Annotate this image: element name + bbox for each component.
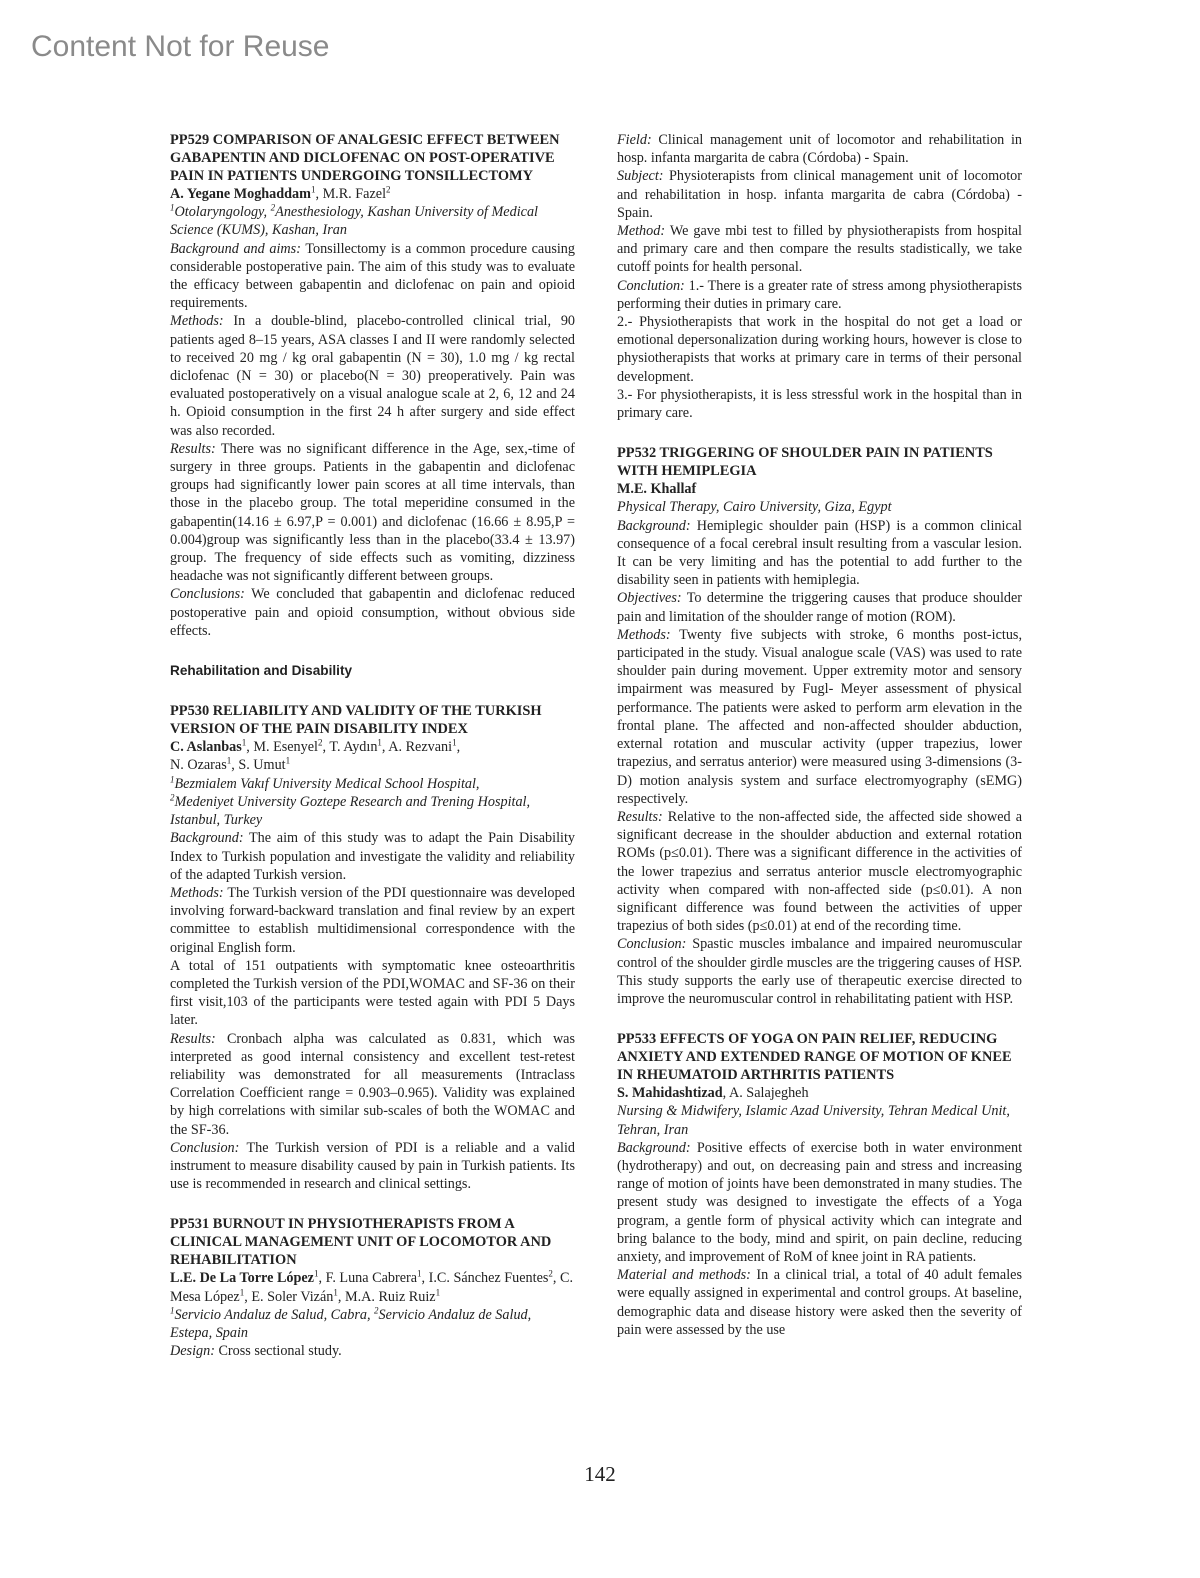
paragraph-text: There was no significant difference in the Age, sex,-time of surgery in three groups. Patients in the gabapentin and diclofenac groups had significantly lower pain scores at all time intervals, than those in the placebo group. The total meperidine consumed in the gabapentin(14.16 ± 6.97,P = 0.001) and diclofenac (16.66 ± 8.95,P = 0.004)group was significantly less than in the placebo(33.4 ± 13.97) group. The frequency of side effects such as vomiting, dizziness headache was not significantly different between groups. (170, 440, 575, 585)
section-label: Methods: (617, 626, 671, 643)
affiliation-text: Bezmialem Vakıf University Medical School Hospital, (174, 775, 480, 792)
abstract-affiliation: $^1$Otolaryngology, $^2$Anesthesiology, Kashan University of Medical Science (KUMS), Kashan, Iran (170, 202, 538, 239)
author-name: M.E. Khallaf (617, 481, 697, 498)
abstract-paragraph (170, 240, 575, 313)
abstract-paragraph (617, 277, 1022, 313)
watermark: Content Not for Reuse (31, 30, 330, 63)
author-name: S. Mahidashtizad (617, 1085, 723, 1102)
paragraph-text: 1.- There is a greater rate of stress among physiotherapists performing their duties in primary care. (617, 277, 1023, 312)
paragraph-text: Tonsillectomy is a common procedure causing considerable postoperative pain. The aim of this study was to evaluate the efficacy between gabapentin and diclofenac on pain and opioid requirements. (170, 240, 575, 312)
affiliation-text: Medeniyet University Goztepe Research and Trening Hospital, Istanbul, Turkey (170, 793, 531, 829)
paragraph-text: Hemiplegic shoulder pain (HSP) is a common clinical consequence of a focal cerebral insult resulting from a vascular lesion. It can be very limiting and has the potential to add further to the disability seen in patients with hemiplegia. (617, 517, 1023, 589)
paragraph-text: Physioterapists from clinical management unit of locomotor and rehabilitation in hosp. infanta margarita de cabra (Córdoba) - Spain. (617, 168, 1022, 221)
paragraph-text: Cronbach alpha was calculated as 0.831, which was interpreted as good internal consistency and excellent test-retest reliability was demonstrated for all measurements (Intraclass Correlation Coefficient range = 0.903–0.965). Validity was explained by high correlations with similar sub-scales of both the WOMAC and the SF-36. (170, 1030, 576, 1138)
section-label: Background: (617, 517, 691, 534)
paragraph-text: Spastic muscles imbalance and impaired neuromuscular control of the shoulder girdle muscles are the triggering causes of HSP. This study supports the early use of therapeutic exercise directed to improve the neuromuscular control in rehabilitating patient with HSP. (617, 936, 1022, 1007)
abstract-paragraph (617, 808, 1022, 935)
left-column (170, 131, 575, 1360)
abstract-authors: C. Aslanbas$^1$, M. Esenyel$^2$, T. Aydın$^1$, A. Rezvani$^1$, N. Ozaras$^1$, S. Umut$^1$ (170, 737, 461, 774)
paragraph-text: Relative to the non-affected side, the affected side showed a significant decrease in the shoulder abduction and external rotation ROMs (p≤0.01). There was a significant difference in the activities of the lower trapezius and serratus anterior muscle electromyographic activity when compared with non-affected side (p≤0.01). A non significant difference was found between the activities of upper trapezius of both sides (p≤0.01) at end of the recording time. (617, 808, 1022, 935)
author-name: C. Mesa López (170, 1270, 574, 1305)
section-label: Subject: (617, 168, 664, 185)
abstract-authors: S. Mahidashtizad, A. Salajegheh (617, 1085, 809, 1102)
right-column (617, 131, 1022, 1339)
author-name: A. Yegane Moghaddam (170, 186, 311, 202)
abstract-paragraph: 3.- For physiotherapists, it is less stressful work in the hospital than in primary care. (617, 386, 1022, 422)
abstract-title: PP530 RELIABILITY AND VALIDITY OF THE TURKISH VERSION OF THE PAIN DISABILITY INDEX (170, 703, 542, 738)
section-label: Material and methods: (617, 1267, 751, 1284)
section-label: Design: (170, 1343, 215, 1360)
paragraph-text: In a clinical trial, a total of 40 adult females were equally assigned in experimental and control groups. At baseline, demographic data and disease history were asked then the severity of pain were assessed by the use (617, 1267, 1022, 1338)
paragraph-text: Clinical management unit of locomotor and rehabilitation in hosp. infanta margarita de cabra (Córdoba) - Spain. (617, 132, 1022, 167)
paragraph-text: The Turkish version of the PDI questionnaire was developed involving forward-backward translation and final review by an expert committee to establish multidimensional correspondence with the original English form. (170, 884, 576, 956)
author-name: S. Umut (238, 757, 286, 774)
section-label: Conclusion: (170, 1139, 240, 1156)
abstract-paragraph (170, 829, 575, 884)
paragraph-text: The aim of this study was to adapt the Pain Disability Index to Turkish population and investigate the validity and reliability of the adapted Turkish version. (170, 830, 575, 883)
paragraph-text: Positive effects of exercise both in water environment (hydrotherapy) and out, on decreasing pain and stress and increasing range of motion of joints have been demonstrated in many studies. The present study was designed to investigate the effects of a Yoga program, a gentle form of physical activity which can integrate and bring balance to the body, mind and spirit, on pain decline, reducing anxiety, and improvement of RoM of knee joint in RA patients. (617, 1139, 1023, 1265)
section-label: Background and aims: (170, 240, 301, 257)
abstract-affiliation: $^1$Bezmialem Vakıf University Medical School Hospital, $^2$Medeniyet University Goztepe Research and Trening Hospital, Istanbul, Turkey (170, 773, 531, 829)
affiliation-text: Servicio Andaluz de Salud, Cabra, (174, 1306, 371, 1323)
author-name: I.C. Sánchez Fuentes (428, 1270, 549, 1287)
section-label: Methods: (170, 884, 224, 901)
section-label: Conclusions: (170, 586, 245, 603)
abstract-paragraph (617, 131, 1022, 167)
abstract-paragraph (170, 884, 575, 957)
abstract-paragraph (170, 1139, 575, 1194)
section-label: Objectives: (617, 590, 682, 607)
section-label: Methods: (170, 313, 224, 330)
abstract-paragraph: 2.- Physiotherapists that work in the hospital do not get a load or emotional depersonalization during working hours, however is close to physiotherapists that works at primary care in terms of their personal development. (617, 314, 1022, 385)
paragraph-text: Cross sectional study. (218, 1343, 342, 1360)
abstract-paragraph (617, 517, 1022, 590)
paragraph-text: We concluded that gabapentin and diclofenac reduced postoperative pain and opioid consumption, without obvious side effects. (170, 586, 575, 639)
affiliation-text: Otolaryngology, (174, 204, 268, 221)
section-label: Field: (617, 132, 652, 148)
abstract-title: PP532 TRIGGERING OF SHOULDER PAIN IN PATIENTS WITH HEMIPLEGIA (617, 445, 993, 480)
author-name: T. Aydın (329, 739, 378, 756)
abstract-affiliation: Physical Therapy, Cairo University, Giza, Egypt (617, 499, 892, 516)
section-heading: Rehabilitation and Disability (170, 663, 353, 679)
abstract-paragraph (170, 1030, 575, 1139)
author-name: N. Ozaras (170, 757, 227, 774)
page-number: 142 (584, 1462, 616, 1486)
author-name: L.E. De La Torre López (170, 1270, 314, 1287)
abstract-paragraph (617, 935, 1022, 1008)
paragraph-text: The Turkish version of PDI is a reliable and a valid instrument to measure disability caused by pain in Turkish patients. Its use is recommended in research and clinical settings. (170, 1139, 576, 1193)
abstract-paragraph (617, 167, 1022, 222)
paragraph-text: To determine the triggering causes that produce shoulder pain and limitation of the shoulder range of motion (ROM). (617, 590, 1022, 625)
author-name: A. Salajegheh (728, 1085, 809, 1102)
author-name: M.A. Ruiz Ruiz (344, 1288, 436, 1305)
section-label: Background: (170, 830, 244, 847)
section-label: Conclusion: (617, 936, 687, 953)
author-name: A. Rezvani (388, 739, 453, 756)
abstract-authors (617, 480, 1022, 498)
section-label: Conclution: (617, 277, 685, 294)
section-label: Results: (170, 440, 216, 457)
abstract-paragraph (617, 589, 1022, 625)
section-label: Results: (617, 808, 663, 825)
abstract-affiliation: Nursing & Midwifery, Islamic Azad University, Tehran Medical Unit, Tehran, Iran (617, 1103, 1010, 1138)
abstract-title: PP533 EFFECTS OF YOGA ON PAIN RELIEF, REDUCING ANXIETY AND EXTENDED RANGE OF MOTION OF KNEE IN RHEUMATOID ARTHRITIS PATIENTS (617, 1031, 1012, 1084)
abstract-paragraph (617, 626, 1022, 808)
abstract-paragraph (170, 1342, 575, 1360)
affiliation-text: Anesthesiology, Kashan University of Medical Science (KUMS), Kashan, Iran (170, 204, 538, 239)
abstract-paragraph (170, 440, 575, 586)
abstract-title: PP529 COMPARISON OF ANALGESIC EFFECT BETWEEN GABAPENTIN AND DICLOFENAC ON POST-OPERATIVE PAIN IN PATIENTS UNDERGOING TONSILLECTOMY (170, 132, 560, 184)
author-name: M. Esenyel (253, 739, 318, 756)
section-label: Results: (170, 1030, 216, 1047)
abstract-paragraph (170, 312, 575, 439)
abstract-title: PP531 BURNOUT IN PHYSIOTHERAPISTS FROM A CLINICAL MANAGEMENT UNIT OF LOCOMOTOR AND REHABILITATION (170, 1216, 552, 1269)
abstract-paragraph (170, 585, 575, 640)
abstract-paragraph (617, 1139, 1022, 1266)
author-name: M.R. Fazel (322, 186, 387, 202)
abstract-affiliation: $^1$Servicio Andaluz de Salud, Cabra, $^2$Servicio Andaluz de Salud, Estepa, Spain (170, 1305, 532, 1341)
abstract-paragraph: A total of 151 outpatients with symptomatic knee osteoarthritis completed the Turkish version of the PDI,WOMAC and SF-36 on their first visit,103 of the participants were tested again with PDI 5 Days later. (170, 957, 575, 1029)
author-name: E. Soler Vizán (251, 1288, 334, 1305)
section-label: Method: (617, 223, 666, 240)
paragraph-text: Twenty five subjects with stroke, 6 months post-ictus, participated in the study. Visual analogue scale (VAS) was used to rate shoulder pain during movement. Upper extremity motor and sensory impairment was measured by Fugl- Meyer assessment of physical performance. The patients were asked to perform arm elevation in the frontal plane. The affected and non-affected shoulder abduction, external rotation and muscular activity (upper trapezius, lower trapezius, and serratus anterior) were measured using 3-dimensions (3-D) motion analysis system and surface electromyography (sEMG) respectively. (617, 626, 1022, 807)
section-label: Background: (617, 1139, 691, 1156)
paragraph-text: In a double-blind, placebo-controlled clinical trial, 90 patients aged 8–15 years, ASA classes I and II were randomly selected to received 20 mg / kg oral gabapentin (N = 30), 1.0 mg / kg rectal diclofenac (N = 30) or placebo(N = 30) preoperatively. Pain was evaluated postoperatively on a visual analogue scale at 2, 6, 12 and 24 h. Opioid consumption in the first 24 h after surgery and side effect was also recorded. (170, 313, 576, 439)
abstract-paragraph (617, 222, 1022, 277)
abstract-authors: A. Yegane Moghaddam$^1$, M.R. Fazel$^2$ (170, 184, 391, 202)
affiliation-text: Servicio Andaluz de Salud, Estepa, Spain (170, 1306, 532, 1341)
abstract-paragraph (617, 1266, 1022, 1339)
author-name: F. Luna Cabrera (325, 1270, 418, 1287)
author-name: C. Aslanbas (170, 739, 242, 756)
paragraph-text: We gave mbi test to filled by physiotherapists from hospital and primary care and then compare the results stadistically, we take cutoff points for health personal. (617, 223, 1022, 276)
abstract-authors: L.E. De La Torre López$^1$, F. Luna Cabrera$^1$, I.C. Sánchez Fuentes$^2$, C. Mesa López$^1$, E. Soler Vizán$^1$, M.A. Ruiz Ruiz$^1$ (170, 1268, 574, 1305)
